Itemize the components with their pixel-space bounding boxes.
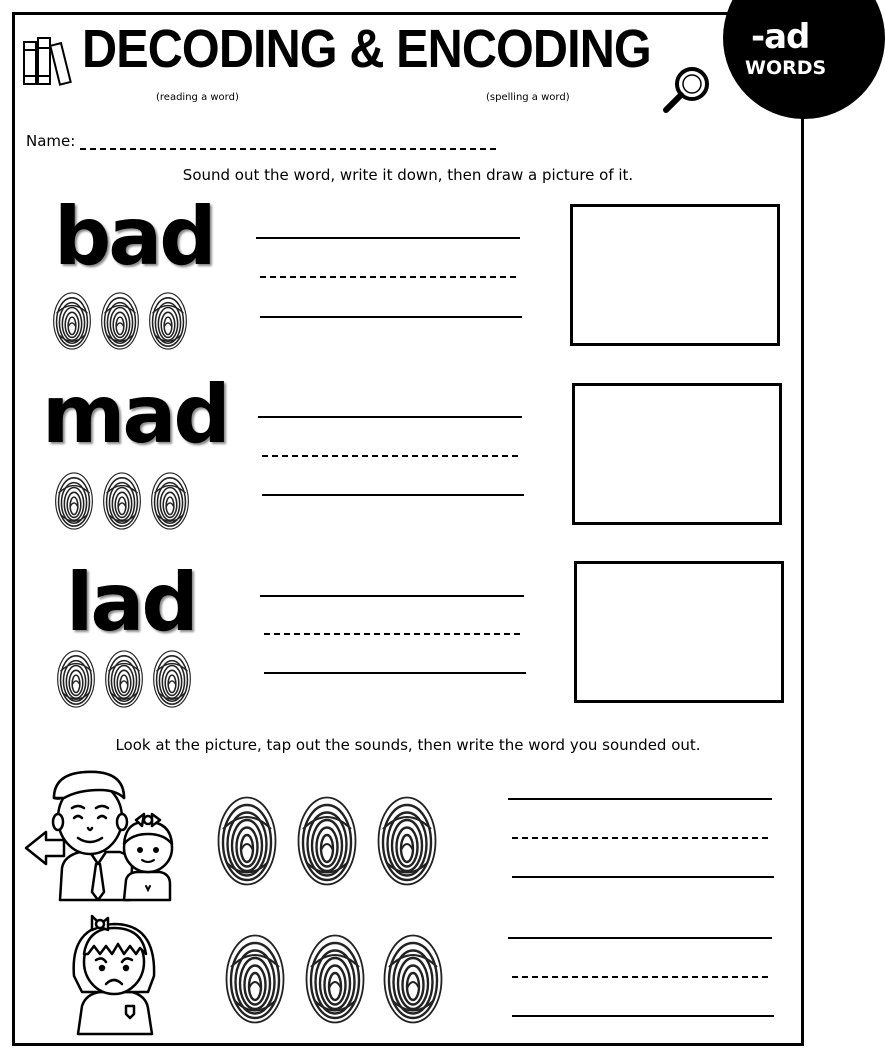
writing-line-middle[interactable] — [512, 837, 768, 839]
decoding-note: (reading a word) — [156, 92, 239, 103]
fingerprint-icon — [102, 472, 142, 530]
word-lad: lad — [66, 556, 196, 649]
writing-line-top[interactable] — [258, 416, 522, 418]
encoding-note: (spelling a word) — [486, 92, 570, 103]
fingerprint-icon — [54, 472, 94, 530]
writing-line-top[interactable] — [256, 237, 520, 239]
fingerprint-icon — [52, 292, 92, 350]
dad-with-daughter-illustration — [20, 768, 178, 902]
section2-instruction: Look at the picture, tap out the sounds, then write the word you sounded out. — [115, 736, 701, 754]
fingerprint-icon — [152, 650, 192, 708]
drawing-box[interactable] — [574, 561, 784, 703]
writing-line-bottom[interactable] — [512, 1015, 774, 1017]
writing-line-bottom[interactable] — [264, 672, 526, 674]
writing-line-top[interactable] — [508, 798, 772, 800]
fingerprint-icon — [148, 292, 188, 350]
name-label: Name: — [26, 132, 76, 150]
writing-line-top[interactable] — [260, 595, 524, 597]
writing-line-bottom[interactable] — [260, 316, 522, 318]
fingerprint-icon — [382, 934, 444, 1024]
fingerprint-icon — [104, 650, 144, 708]
writing-line-middle[interactable] — [264, 633, 520, 635]
ad-words-badge — [723, 0, 885, 119]
fingerprint-icon — [304, 934, 366, 1024]
magnifying-glass-icon — [660, 64, 712, 114]
writing-line-middle[interactable] — [260, 276, 516, 278]
writing-line-top[interactable] — [508, 937, 772, 939]
badge-suffix: -ad — [751, 17, 810, 57]
writing-line-bottom[interactable] — [262, 494, 524, 496]
section1-instruction: Sound out the word, write it down, then draw a picture of it. — [182, 166, 634, 184]
fingerprint-icon — [150, 472, 190, 530]
drawing-box[interactable] — [570, 204, 780, 346]
fingerprint-icon — [100, 292, 140, 350]
fingerprint-icon — [224, 934, 286, 1024]
fingerprint-icon — [216, 796, 278, 886]
fingerprint-icon — [296, 796, 358, 886]
drawing-box[interactable] — [572, 383, 782, 525]
word-mad: mad — [42, 368, 228, 461]
name-field-line[interactable] — [80, 148, 496, 150]
writing-line-bottom[interactable] — [512, 876, 774, 878]
fingerprint-icon — [376, 796, 438, 886]
page-title: DECODING & ENCODING — [82, 19, 651, 79]
word-bad: bad — [54, 190, 214, 283]
books-icon — [22, 36, 74, 88]
writing-line-middle[interactable] — [262, 455, 518, 457]
sad-girl-illustration — [70, 906, 160, 1036]
fingerprint-icon — [56, 650, 96, 708]
badge-words: WORDS — [745, 57, 827, 79]
writing-line-middle[interactable] — [512, 976, 768, 978]
